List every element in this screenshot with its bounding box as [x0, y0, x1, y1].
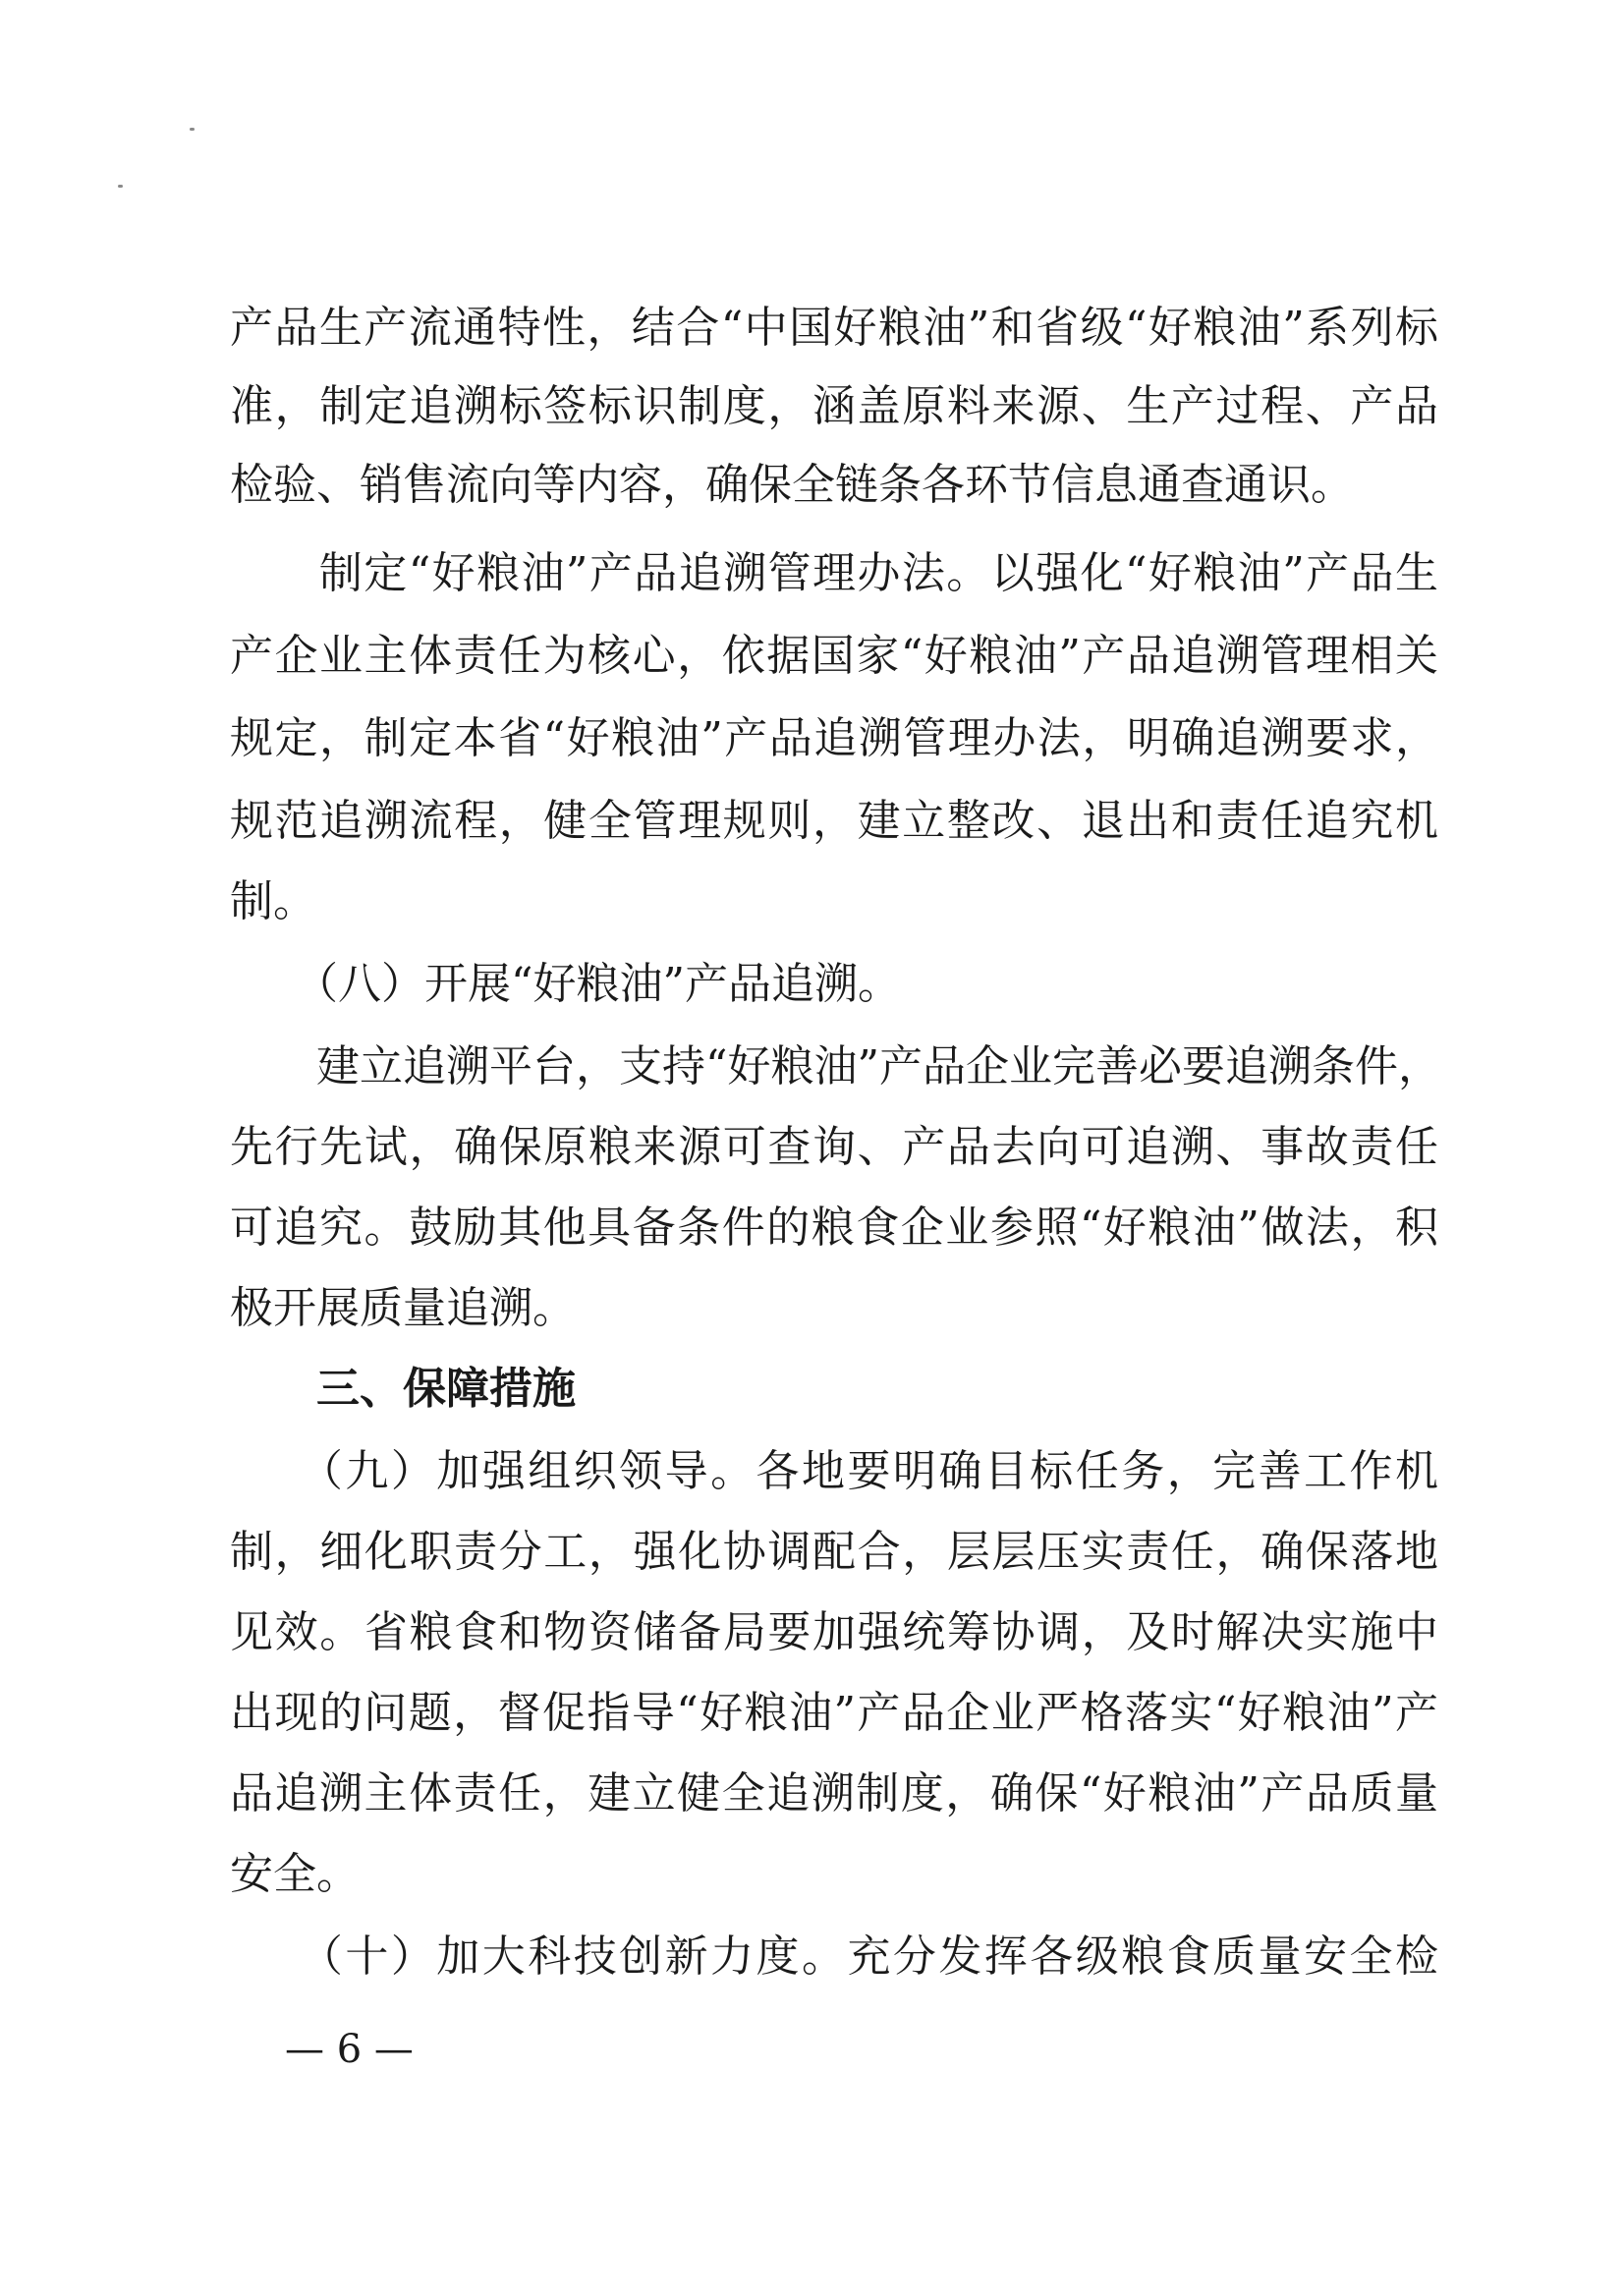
scan-speck: [190, 128, 195, 131]
subsection-heading: （八）开展“好粮油”产品追溯。: [230, 959, 901, 1009]
body-line: 安全。: [230, 1849, 360, 1899]
body-line: 可追究。鼓励其他具备条件的粮食企业参照“好粮油”做法，积: [230, 1203, 1438, 1253]
body-line: 极开展质量追溯。: [230, 1283, 576, 1333]
page-number: — 6 —: [285, 2027, 414, 2072]
body-line: 准，制定追溯标签标识制度，涵盖原料来源、生产过程、产品: [230, 381, 1438, 431]
body-line: （九）加强组织领导。各地要明确目标任务，完善工作机: [230, 1446, 1438, 1496]
section-heading: 三、保障措施: [230, 1364, 576, 1414]
body-line: 先行先试，确保原粮来源可查询、产品去向可追溯、事故责任: [230, 1122, 1438, 1172]
body-line: 制定“好粮油”产品追溯管理办法。以强化“好粮油”产品生: [230, 548, 1438, 598]
body-line: 规范追溯流程，健全管理规则，建立整改、退出和责任追究机: [230, 796, 1438, 846]
body-line: 建立追溯平台，支持“好粮油”产品企业完善必要追溯条件，: [230, 1041, 1441, 1092]
body-line: 检验、销售流向等内容，确保全链条各环节信息通查通识。: [230, 460, 1354, 510]
scan-speck: [118, 185, 123, 188]
body-line: 制，细化职责分工，强化协调配合，层层压实责任，确保落地: [230, 1527, 1438, 1577]
body-line: 制。: [230, 876, 316, 926]
body-line: 产企业主体责任为核心，依据国家“好粮油”产品追溯管理相关: [230, 631, 1438, 681]
body-line: 产品生产流通特性，结合“中国好粮油”和省级“好粮油”系列标: [230, 303, 1438, 353]
body-line: （十）加大科技创新力度。充分发挥各级粮食质量安全检: [230, 1931, 1438, 1982]
body-line: 见效。省粮食和物资储备局要加强统筹协调，及时解决实施中: [230, 1607, 1438, 1657]
body-line: 品追溯主体责任，建立健全追溯制度，确保“好粮油”产品质量: [230, 1768, 1438, 1819]
body-line: 出现的问题，督促指导“好粮油”产品企业严格落实“好粮油”产: [230, 1688, 1438, 1738]
body-line: 规定，制定本省“好粮油”产品追溯管理办法，明确追溯要求，: [230, 713, 1438, 763]
